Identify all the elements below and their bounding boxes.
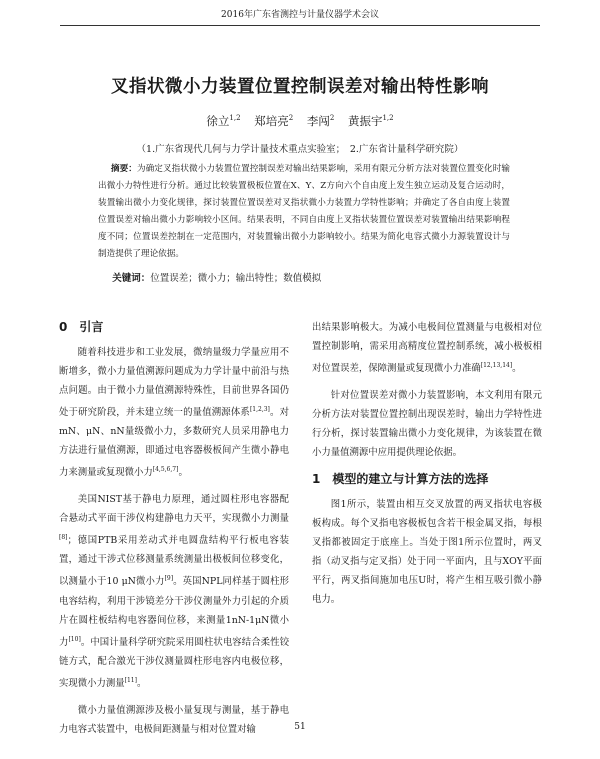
- keywords-text: 位置误差；微小力；输出特性；数值模拟: [150, 273, 322, 284]
- paragraph: 针对位置误差对微小力装置影响，本文利用有限元分析方法对装置位置控制出现误差时，输出力学特性进行分析，探讨装置输出微小力变化规律，为该装置在微小力量值溯源中应用提供理论依据。: [312, 390, 542, 459]
- citation: [9]: [164, 575, 174, 583]
- author: 徐立$^{1,2}$: [206, 114, 241, 128]
- keywords-label: 关键词：: [112, 273, 151, 284]
- paragraph: 美国NIST基于静电力原理，通过圆柱形电容器配合悬动式平面干涉仪构建静电力天平，实现微小力测量[8]；德国PTB采用差动式并电圆盘结构平行板电容装置，通过干涉式位移测量系统测量出极板间位移变化，以测量小于10 μN微小力[9]。英国NPL同样基于圆柱形电容结构，利用干涉镜差分干涉仪测量外力引起的介质片在圆柱板结构电容器间位移，来测量1nN-1μN微小力[10]。中国计量科学研究院采用圆柱状电容结合柔性铰链方式，配合激光干涉仪测量圆柱形电容内电极位移，实现微小力测量[11]。: [59, 494, 289, 689]
- paragraph: 图1所示，装置由相互交叉放置的两叉指状电容极板构成。每个叉指电容极板包含若干根金属叉指，每根叉指都被固定于底座上。当处于图1所示位置时，两叉指（动叉指与定叉指）处于同一平面内，且与XOY平面平行，两叉指间施加电压U时，将产生相互吸引微小静电力。: [312, 499, 542, 606]
- citation: [1,2,3]: [249, 406, 270, 413]
- citation: [8]: [59, 534, 68, 542]
- affiliation: （1.广东省现代几何与力学计量技术重点实验室； 2.广东省计量科学研究院）: [136, 144, 464, 155]
- paper-title: 叉指状微小力装置位置控制误差对输出特性影响: [111, 77, 489, 97]
- keywords: [98, 270, 510, 284]
- paragraph: 微小力量值溯源涉及极小量复现与测量，基于静电力电容式装置中，电极间距测量与相对位置对输: [59, 704, 289, 735]
- section-heading-model: 1 模型的建立与计算方法的选择: [312, 472, 489, 487]
- left-column: [59, 318, 289, 747]
- running-header: 2016年广东省测控与计量仪器学术会议: [60, 5, 540, 26]
- author: 郑培亮$^2$: [254, 114, 294, 128]
- author-list: [80, 113, 520, 129]
- right-column: [312, 318, 542, 617]
- author: 李闯$^2$: [306, 114, 335, 128]
- citation: [12,13,14]: [480, 362, 513, 369]
- abstract-text: 为确定叉指状微小力装置位置控制误差对输出结果影响，采用有限元分析方法对装置位置变化时输出微小力特性进行分析。通过比较装置极板位置在X、Y、Z方向六个自由度上发生独立运动及复合运动时，装置输出微小力变化规律，探讨装置位置误差对叉指状微小力装置力学特性影响；并确定了各自由度上装置位置误差对输出微小力影响较小区间。结果表明，不同自由度上叉指状装置位置误差对装置输出结果影响程度不同；位置误差控制在一定范围内，对装置输出微小力影响较小。结果为简化电容式微小力源装置设计与制造提供了理论依据。: [98, 164, 510, 259]
- author: 黄振宇$^{1,2}$: [347, 114, 394, 128]
- abstract-label: 摘要：: [110, 164, 137, 174]
- citation: [4,5,6,7]: [152, 466, 179, 474]
- paragraph: 出结果影响极大。为减小电极间位置测量与电极相对位置控制影响，需采用高精度位置控制系统，减小极板相对位置误差，保障测量或复现微小力准确[12,13,14]。: [312, 322, 542, 375]
- abstract: [98, 161, 510, 263]
- section-heading-intro: 0 引言: [59, 320, 104, 334]
- page-number: 51: [294, 722, 306, 732]
- paragraph: 随着科技进步和工业发展，微纳量级力学量应用不断增多，微小力量值溯源问题成为力学计量中前沿与热点问题。由于微小力量值溯源特殊性，目前世界各国仍处于研究阶段，并未建立统一的量值溯源体系[1,2,3]。对mN、μN、nN量级微小力，多数研究人员采用静电力方法进行量值溯源，即通过电容器极板间产生微小静电力来测量或复现微小力[4,5,6,7]。: [59, 347, 289, 479]
- citation: [11]: [124, 676, 137, 684]
- citation: [10]: [68, 635, 81, 643]
